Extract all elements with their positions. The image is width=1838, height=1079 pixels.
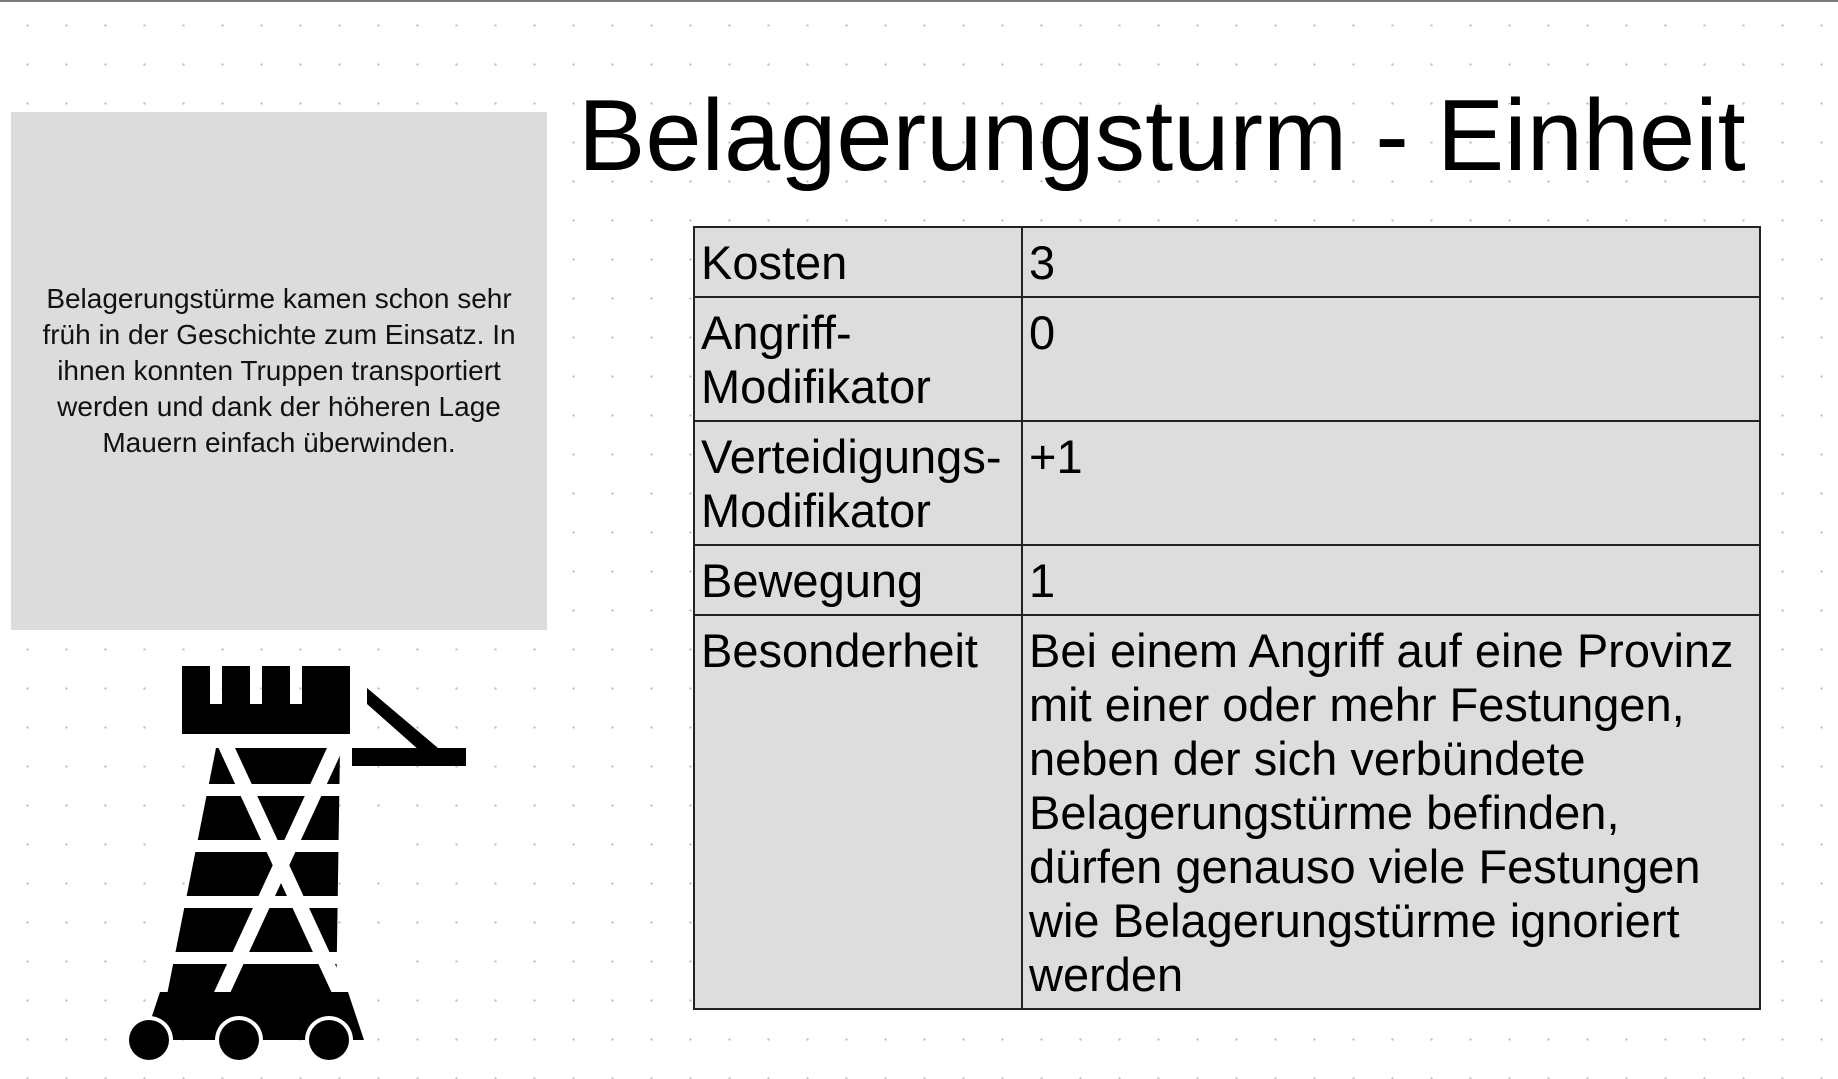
stat-value-bewegung: 1 (1022, 545, 1760, 615)
siege-tower-icon (120, 660, 480, 1066)
top-border (0, 0, 1838, 2)
description-text: Belagerungstürme kamen schon sehr früh in der Geschichte zum Einsatz. In ihnen konnten Truppen transportiert werden und dank der höheren Lage Mauern einfach überwinden. (42, 283, 516, 458)
page-title: Belagerungsturm - Einheit (578, 80, 1746, 192)
table-row (694, 615, 1760, 1009)
stat-label-besonderheit: Besonderheit (694, 615, 1022, 1009)
stat-label-bewegung: Bewegung (694, 545, 1022, 615)
table-row (694, 227, 1760, 297)
stat-value-kosten: 3 (1022, 227, 1760, 297)
description-box[interactable] (11, 112, 547, 630)
stat-value-angriff: 0 (1022, 297, 1760, 421)
stat-value-besonderheit: Bei einem Angriff auf eine Provinz mit einer oder mehr Festungen, neben der sich verbündete Belagerungstürme befinden, dürfen genauso viele Festungen wie Belagerungstürme ignoriert werden (1022, 615, 1760, 1009)
stat-label-angriff: Angriff-Modifikator (694, 297, 1022, 421)
stats-table[interactable] (693, 226, 1761, 1010)
stat-value-verteidigung: +1 (1022, 421, 1760, 545)
table-row (694, 421, 1760, 545)
stat-label-kosten: Kosten (694, 227, 1022, 297)
table-row (694, 545, 1760, 615)
stat-label-verteidigung: Verteidigungs-Modifikator (694, 421, 1022, 545)
table-row (694, 297, 1760, 421)
